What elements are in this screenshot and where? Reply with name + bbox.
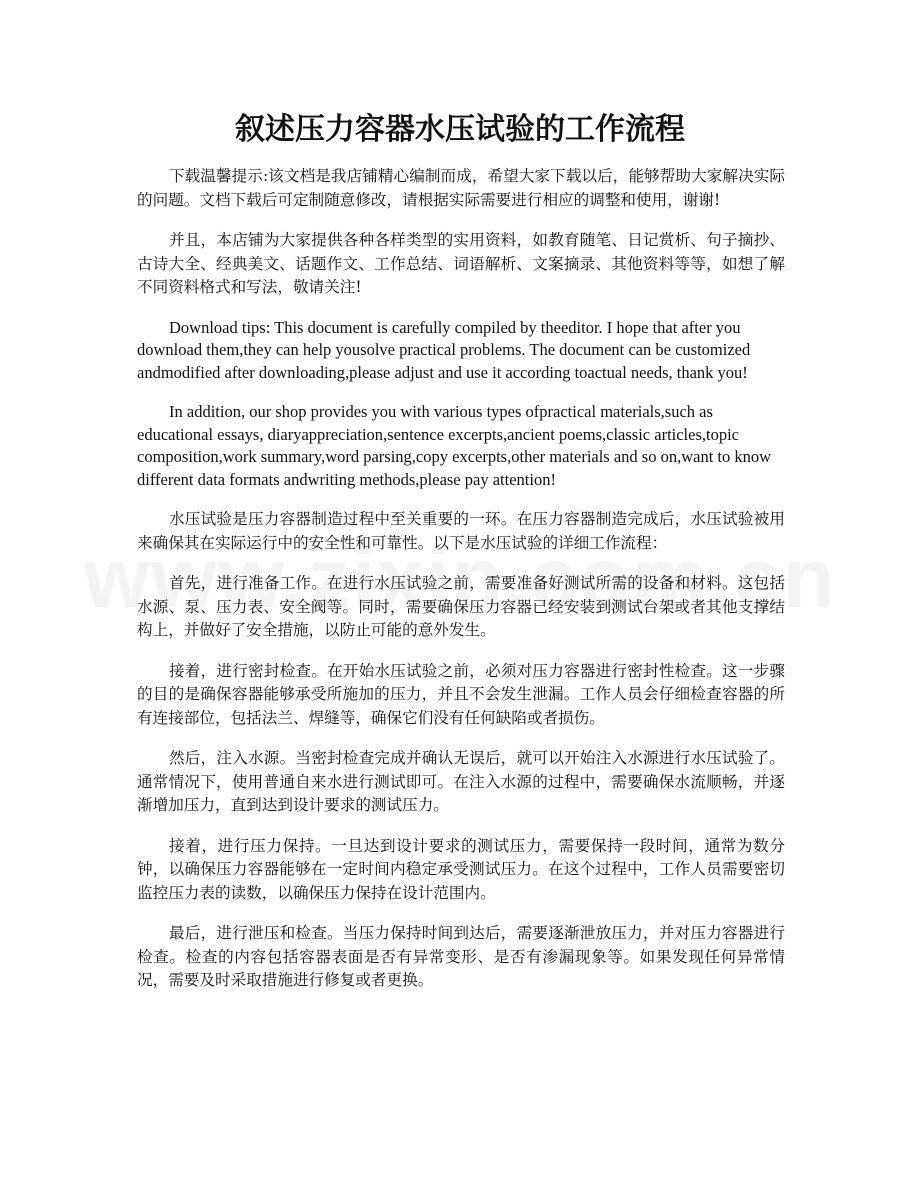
paragraph-download-tip-en: Download tips: This document is carefully compiled by theeditor. I hope that after you download them,they can help yousolve practical problems. The document can be customized andmodified after downloading,please adjust and use it according toactual needs, thank you! (137, 317, 751, 382)
paragraph-step-preparation: 首先，进行准备工作。在进行水压试验之前，需要准备好测试所需的设备和材料。这包括水源、泵、压力表、安全阀等。同时，需要确保压力容器已经安装到测试台架或者其他支撑结构上，并做好了安全措施，以防止可能的意外发生。 (137, 574, 785, 639)
paragraph-shop-intro-en: In addition, our shop provides you with various types ofpractical materials,such as educational essays, diaryappreciation,sentence excerpts,ancient poems,classic articles,topic composition,work summary,word parsing,copy excerpts,other materials and so on,want to know different data formats andwriting methods,please pay attention! (137, 402, 772, 489)
paragraph-shop-intro-cn: 并且，本店铺为大家提供各种各样类型的实用资料，如教育随笔、日记赏析、句子摘抄、古诗大全、经典美文、话题作文、工作总结、词语解析、文案摘录、其他资料等等，如想了解不同资料格式和写法，敬请关注! (137, 231, 785, 296)
paragraph-step-seal-check: 接着，进行密封检查。在开始水压试验之前，必须对压力容器进行密封性检查。这一步骤的目的是确保容器能够承受所施加的压力，并且不会发生泄漏。工作人员会仔细检查容器的所有连接部位，包括法兰、焊缝等，确保它们没有任何缺陷或者损伤。 (137, 661, 785, 727)
paragraph-step-release-inspect: 最后，进行泄压和检查。当压力保持时间到达后，需要逐渐泄放压力，并对压力容器进行检查。检查的内容包括容器表面是否有异常变形、是否有渗漏现象等。如果发现任何异常情况，需要及时采取措施进行修复或者更换。 (137, 924, 785, 989)
paragraph-step-fill-water: 然后，注入水源。当密封检查完成并确认无误后，就可以开始注入水源进行水压试验了。通常情况下，使用普通自来水进行测试即可。在注入水源的过程中，需要确保水流顺畅，并逐渐增加压力，直到达到设计要求的测试压力。 (137, 749, 785, 814)
paragraph-download-tip-cn: 下载温馨提示:该文档是我店铺精心编制而成，希望大家下载以后，能够帮助大家解决实际的问题。文档下载后可定制随意修改，请根据实际需要进行相应的调整和使用，谢谢! (137, 167, 785, 209)
paragraph-step-hold-pressure: 接着，进行压力保持。一旦达到设计要求的测试压力，需要保持一段时间，通常为数分钟，以确保压力容器能够在一定时间内稳定承受测试压力。在这个过程中，工作人员需要密切监控压力表的读数，以确保压力保持在设计范围内。 (137, 836, 785, 902)
document-body (137, 165, 785, 1010)
document-title: 叙述压力容器水压试验的工作流程 (235, 112, 685, 147)
paragraph-intro: 水压试验是压力容器制造过程中至关重要的一环。在压力容器制造完成后，水压试验被用来确保其在实际运行中的安全性和可靠性。以下是水压试验的详细工作流程： (137, 510, 785, 552)
